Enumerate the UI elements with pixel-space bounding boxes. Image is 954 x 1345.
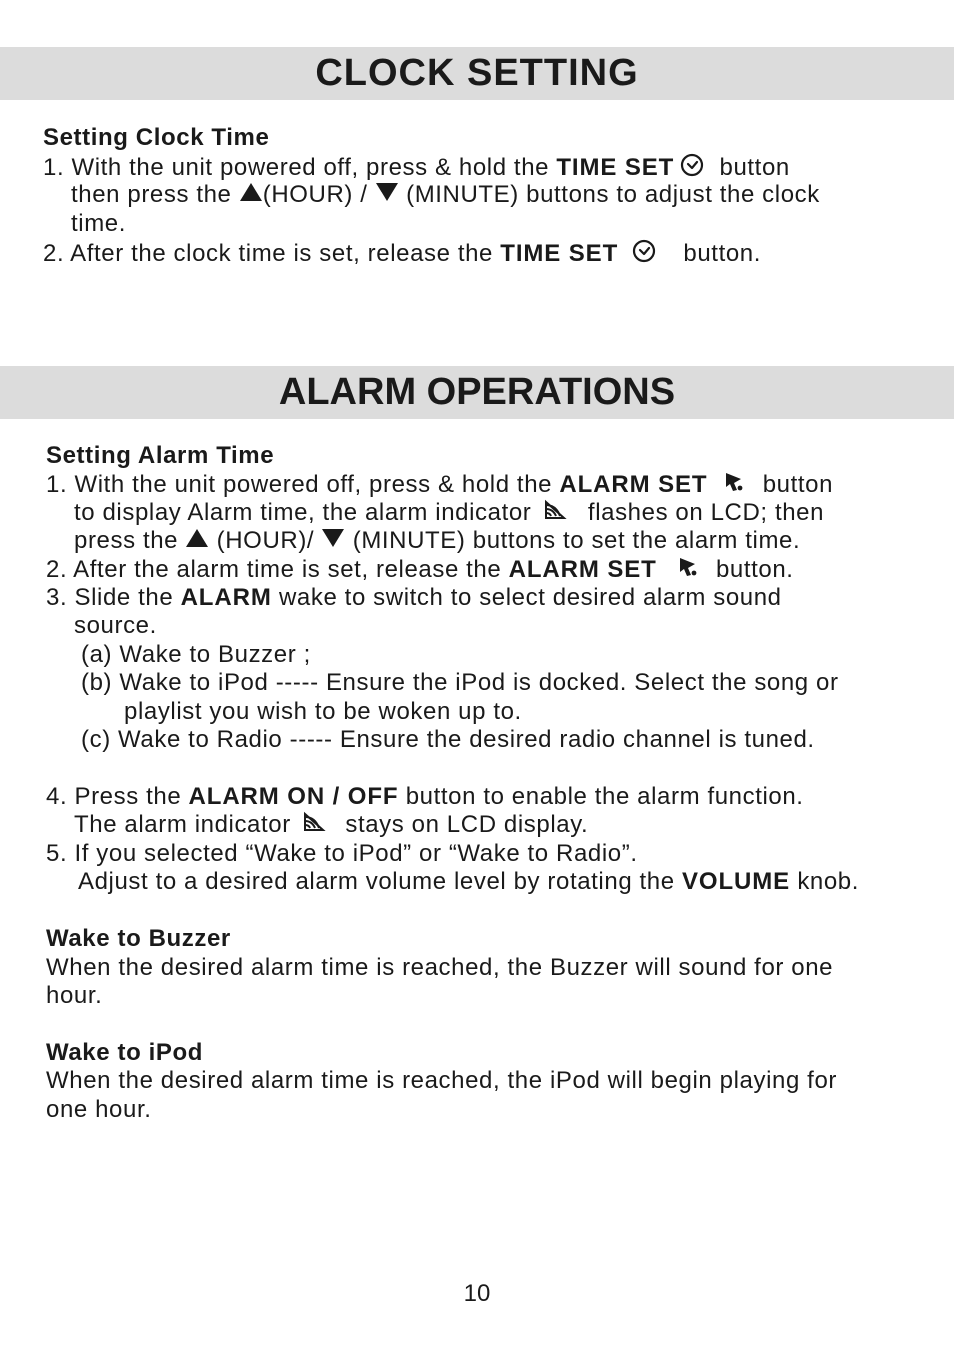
text: 1. With the unit powered off, press & hold the [46, 471, 560, 499]
alarm-operations-heading: ALARM OPERATIONS [278, 371, 676, 413]
text: 4. Press the [46, 783, 189, 810]
text: 1. With the unit powered off, press & hold the [43, 154, 557, 182]
alarm-step-4-line-1 [46, 783, 804, 812]
alarm-step-1-line-3 [74, 527, 800, 556]
clock-setting-heading: CLOCK SETTING [315, 52, 639, 94]
triangle-up-icon [185, 527, 209, 556]
setting-clock-time-subheading: Setting Clock Time [43, 124, 270, 151]
text: press the [74, 527, 186, 554]
clock-icon [680, 153, 704, 185]
triangle-up-icon [239, 181, 263, 210]
text: Adjust to a desired alarm volume level by rotating the [78, 868, 682, 895]
alarm-label: ALARM [180, 584, 272, 611]
text: The alarm indicator [74, 811, 299, 839]
text: (MINUTE) buttons to set the alarm time. [345, 527, 801, 554]
alarm-bell-icon [723, 470, 745, 502]
alarm-step-3-option-a: (a) Wake to Buzzer ; [81, 641, 311, 668]
text: (HOUR)/ [209, 527, 322, 554]
text: (HOUR) / [262, 181, 375, 208]
alarm-step-1-line-2 [74, 499, 824, 529]
clock-step-1-line-2 [71, 181, 820, 210]
text: button [755, 471, 834, 499]
wake-to-buzzer-subheading: Wake to Buzzer [46, 925, 231, 952]
setting-alarm-time-subheading: Setting Alarm Time [46, 442, 275, 469]
alarm-operations-banner [0, 366, 954, 419]
alarm-step-5-line-1: 5. If you selected “Wake to iPod” or “Wake to Radio”. [46, 840, 638, 867]
text: 3. Slide the [46, 584, 181, 611]
triangle-down-icon [321, 527, 345, 556]
triangle-down-icon [375, 181, 399, 210]
alarm-set-label: ALARM SET [508, 556, 657, 584]
text: (MINUTE) buttons to adjust the clock [398, 181, 820, 208]
text: flashes on LCD; then [580, 499, 825, 527]
text: knob. [790, 868, 860, 895]
text: wake to switch to select desired alarm sound [271, 584, 782, 611]
alarm-indicator-icon [543, 499, 567, 529]
clock-step-1-line-1 [43, 153, 790, 185]
alarm-step-3-option-c: (c) Wake to Radio ----- Ensure the desired radio channel is tuned. [81, 726, 815, 753]
clock-icon [632, 239, 656, 271]
alarm-step-4-line-2 [74, 811, 588, 841]
time-set-label: TIME SET [500, 240, 619, 268]
clock-step-1-line-3: time. [71, 210, 127, 237]
text: stays on LCD display. [338, 811, 589, 839]
wake-to-ipod-subheading: Wake to iPod [46, 1039, 203, 1066]
alarm-step-2 [46, 555, 794, 587]
volume-label: VOLUME [681, 868, 791, 895]
alarm-step-1-line-1 [46, 470, 833, 502]
text: button to enable the alarm function. [398, 783, 804, 810]
alarm-step-3-option-b-line-1: (b) Wake to iPod ----- Ensure the iPod is docked. Select the song or [81, 669, 839, 696]
clock-step-2 [43, 239, 761, 271]
text: button. [676, 240, 762, 268]
alarm-indicator-icon [302, 811, 326, 841]
text: 2. After the clock time is set, release the [43, 240, 501, 268]
wake-to-ipod-line-2: one hour. [46, 1096, 152, 1123]
alarm-step-5-line-2 [78, 868, 859, 897]
text: then press the [71, 181, 239, 208]
text: to display Alarm time, the alarm indicator [74, 499, 539, 527]
clock-setting-banner [0, 47, 954, 100]
alarm-set-label: ALARM SET [559, 471, 708, 499]
text: button. [708, 556, 794, 584]
alarm-bell-icon [677, 555, 699, 587]
wake-to-ipod-line-1: When the desired alarm time is reached, the iPod will begin playing for [46, 1067, 837, 1094]
text: 2. After the alarm time is set, release the [46, 556, 509, 584]
page-number: 10 [463, 1280, 491, 1307]
alarm-step-3-line-2: source. [74, 612, 157, 639]
alarm-step-3-option-b-line-2: playlist you wish to be woken up to. [124, 698, 522, 725]
text: button [712, 154, 790, 182]
alarm-on-off-label: ALARM ON / OFF [188, 783, 399, 810]
time-set-label: TIME SET [556, 154, 675, 182]
alarm-step-3-line-1 [46, 584, 782, 613]
wake-to-buzzer-line-1: When the desired alarm time is reached, the Buzzer will sound for one [46, 954, 834, 981]
wake-to-buzzer-line-2: hour. [46, 982, 103, 1009]
